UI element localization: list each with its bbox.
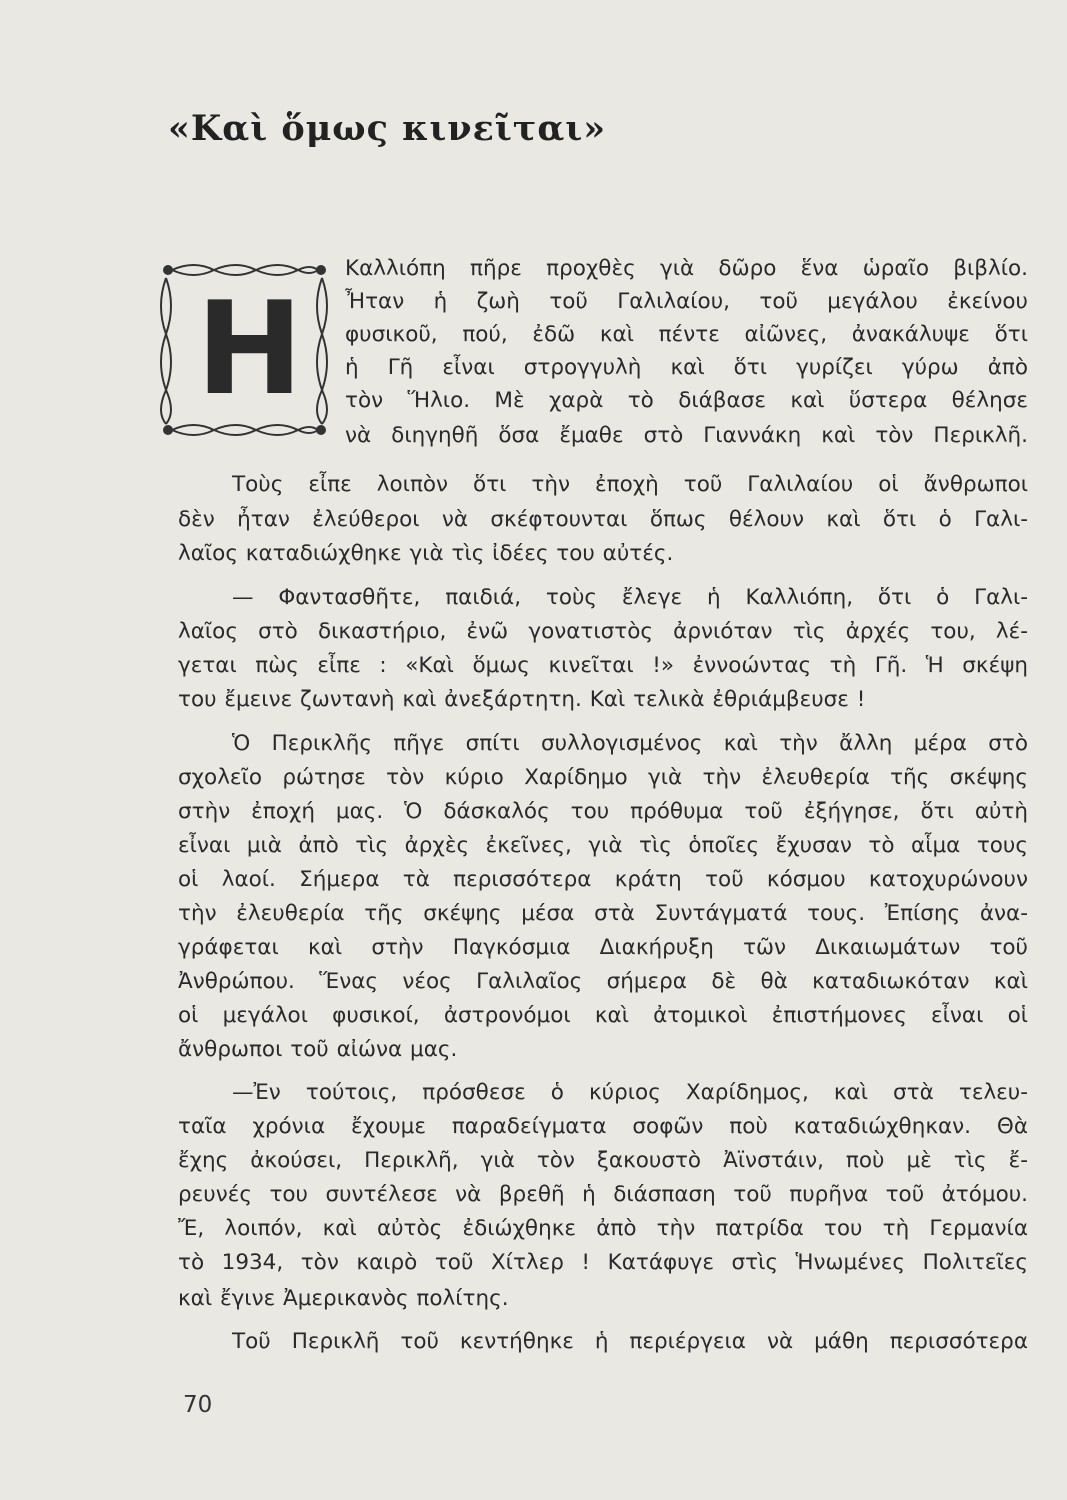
text-line: σχολεῖο ρώτησε τὸν κύριο Χαρίδημο γιὰ τὴν ἐλευθερία τῆς σκέψης — [178, 765, 1028, 790]
text-line: τὴν ἐλευθερία τῆς σκέψης μέσα στὰ Συντάγματά τους. Ἐπίσης ἀνα- — [178, 901, 1028, 926]
text-line: δὲν ἦταν ἐλεύθεροι νὰ σκέφτουνται ὅπως θέλουν καὶ ὅτι ὁ Γαλι- — [178, 507, 1028, 532]
text-line: λαῖος στὸ δικαστήριο, ἐνῶ γονατιστὸς ἀρνιόταν τὶς ἀρχές του, λέ- — [178, 619, 1028, 644]
text-line: ταῖα χρόνια ἔχουμε παραδείγματα σοφῶν ποὺ καταδιώχθηκαν. Θὰ — [178, 1114, 1028, 1139]
text-line: οἱ μεγάλοι φυσικοί, ἀστρονόμοι καὶ ἀτομικοὶ ἐπιστήμονες εἶναι οἱ — [178, 1003, 1028, 1028]
text-line: ρευνές του συντέλεσε νὰ βρεθῆ ἡ διάσπαση τοῦ πυρῆνα τοῦ ἀτόμου. — [178, 1182, 1028, 1207]
text-line: Ἀνθρώπου. Ἕνας νέος Γαλιλαῖος σήμερα δὲ θὰ καταδιωκόταν καὶ — [178, 969, 1028, 994]
text-line: ἡ Γῆ εἶναι στρογγυλὴ καὶ ὅτι γυρίζει γύρω ἀπὸ — [345, 355, 1028, 380]
text-line: φυσικοῦ, πού, ἐδῶ καὶ πέντε αἰῶνες, ἀνακάλυψε ὅτι — [345, 322, 1028, 347]
ornamental-initial — [158, 262, 330, 438]
text-line: τὸν Ἥλιο. Μὲ χαρὰ τὸ διάβασε καὶ ὕστερα θέλησε — [345, 388, 1028, 413]
text-line: εἶναι μιὰ ἀπὸ τὶς ἀρχὲς ἐκεῖνες, γιὰ τὶς ὁποῖες ἔχυσαν τὸ αἷμα τους — [178, 833, 1028, 858]
text-line: ἄνθρωποι τοῦ αἰώνα μας. — [178, 1037, 458, 1062]
text-line: οἱ λαοί. Σήμερα τὰ περισσότερα κράτη τοῦ κόσμου κατοχυρώνουν — [178, 867, 1028, 892]
chapter-title: «Καὶ ὅμως κινεῖται» — [168, 108, 607, 149]
text-line: στὴν ἐποχή μας. Ὁ δάσκαλός του πρόθυμα τοῦ ἐξήγησε, ὅτι αὐτὴ — [178, 799, 1028, 824]
text-line: — Φαντασθῆτε, παιδιά, τοὺς ἔλεγε ἡ Καλλιόπη, ὅτι ὁ Γαλι- — [232, 585, 1028, 610]
text-line: καὶ ἔγινε Ἀμερικανὸς πολίτης. — [178, 1286, 509, 1311]
text-line: λαῖος καταδιώχθηκε γιὰ τὶς ἰδέες του αὐτές. — [178, 541, 674, 566]
drop-cap-letter: Η — [196, 275, 304, 424]
text-line: —Ἐν τούτοις, πρόσθεσε ὁ κύριος Χαρίδημος, καὶ στὰ τελευ- — [232, 1080, 1028, 1105]
text-line: Ὁ Περικλῆς πῆγε σπίτι συλλογισμένος καὶ τὴν ἄλλη μέρα στὸ — [232, 731, 1028, 756]
text-line: Ἔ, λοιπόν, καὶ αὐτὸς ἐδιώχθηκε ἀπὸ τὴν πατρίδα του τὴ Γερμανία — [178, 1216, 1028, 1241]
text-line: γράφεται καὶ στὴν Παγκόσμια Διακήρυξη τῶν Δικαιωμάτων τοῦ — [178, 935, 1028, 960]
text-line: Τοὺς εἶπε λοιπὸν ὅτι τὴν ἐποχὴ τοῦ Γαλιλαίου οἱ ἄνθρωποι — [232, 472, 1028, 497]
page-number: 70 — [183, 1392, 213, 1418]
text-line: νὰ διηγηθῆ ὅσα ἔμαθε στὸ Γιαννάκη καὶ τὸν Περικλῆ. — [345, 423, 1028, 448]
text-line: Ἦταν ἡ ζωὴ τοῦ Γαλιλαίου, τοῦ μεγάλου ἐκείνου — [345, 289, 1028, 314]
text-line: Καλλιόπη πῆρε προχθὲς γιὰ δῶρο ἕνα ὡραῖο βιβλίο. — [345, 256, 1028, 281]
text-line: τὸ 1934, τὸν καιρὸ τοῦ Χίτλερ ! Κατάφυγε στὶς Ἡνωμένες Πολιτεῖες — [178, 1250, 1028, 1275]
text-line: γεται πὼς εἶπε : «Καὶ ὅμως κινεῖται !» ἐννοώντας τὴ Γῆ. Ἡ σκέψη — [178, 653, 1028, 678]
text-line: του ἔμεινε ζωντανὴ καὶ ἀνεξάρτητη. Καὶ τελικὰ ἐθριάμβευσε ! — [178, 687, 866, 712]
text-line: ἔχης ἀκούσει, Περικλῆ, γιὰ τὸν ξακουστὸ Ἀϊνστάιν, ποὺ μὲ τὶς ἔ- — [178, 1148, 1028, 1173]
text-line: Τοῦ Περικλῆ τοῦ κεντήθηκε ἡ περιέργεια νὰ μάθη περισσότερα — [232, 1329, 1028, 1354]
